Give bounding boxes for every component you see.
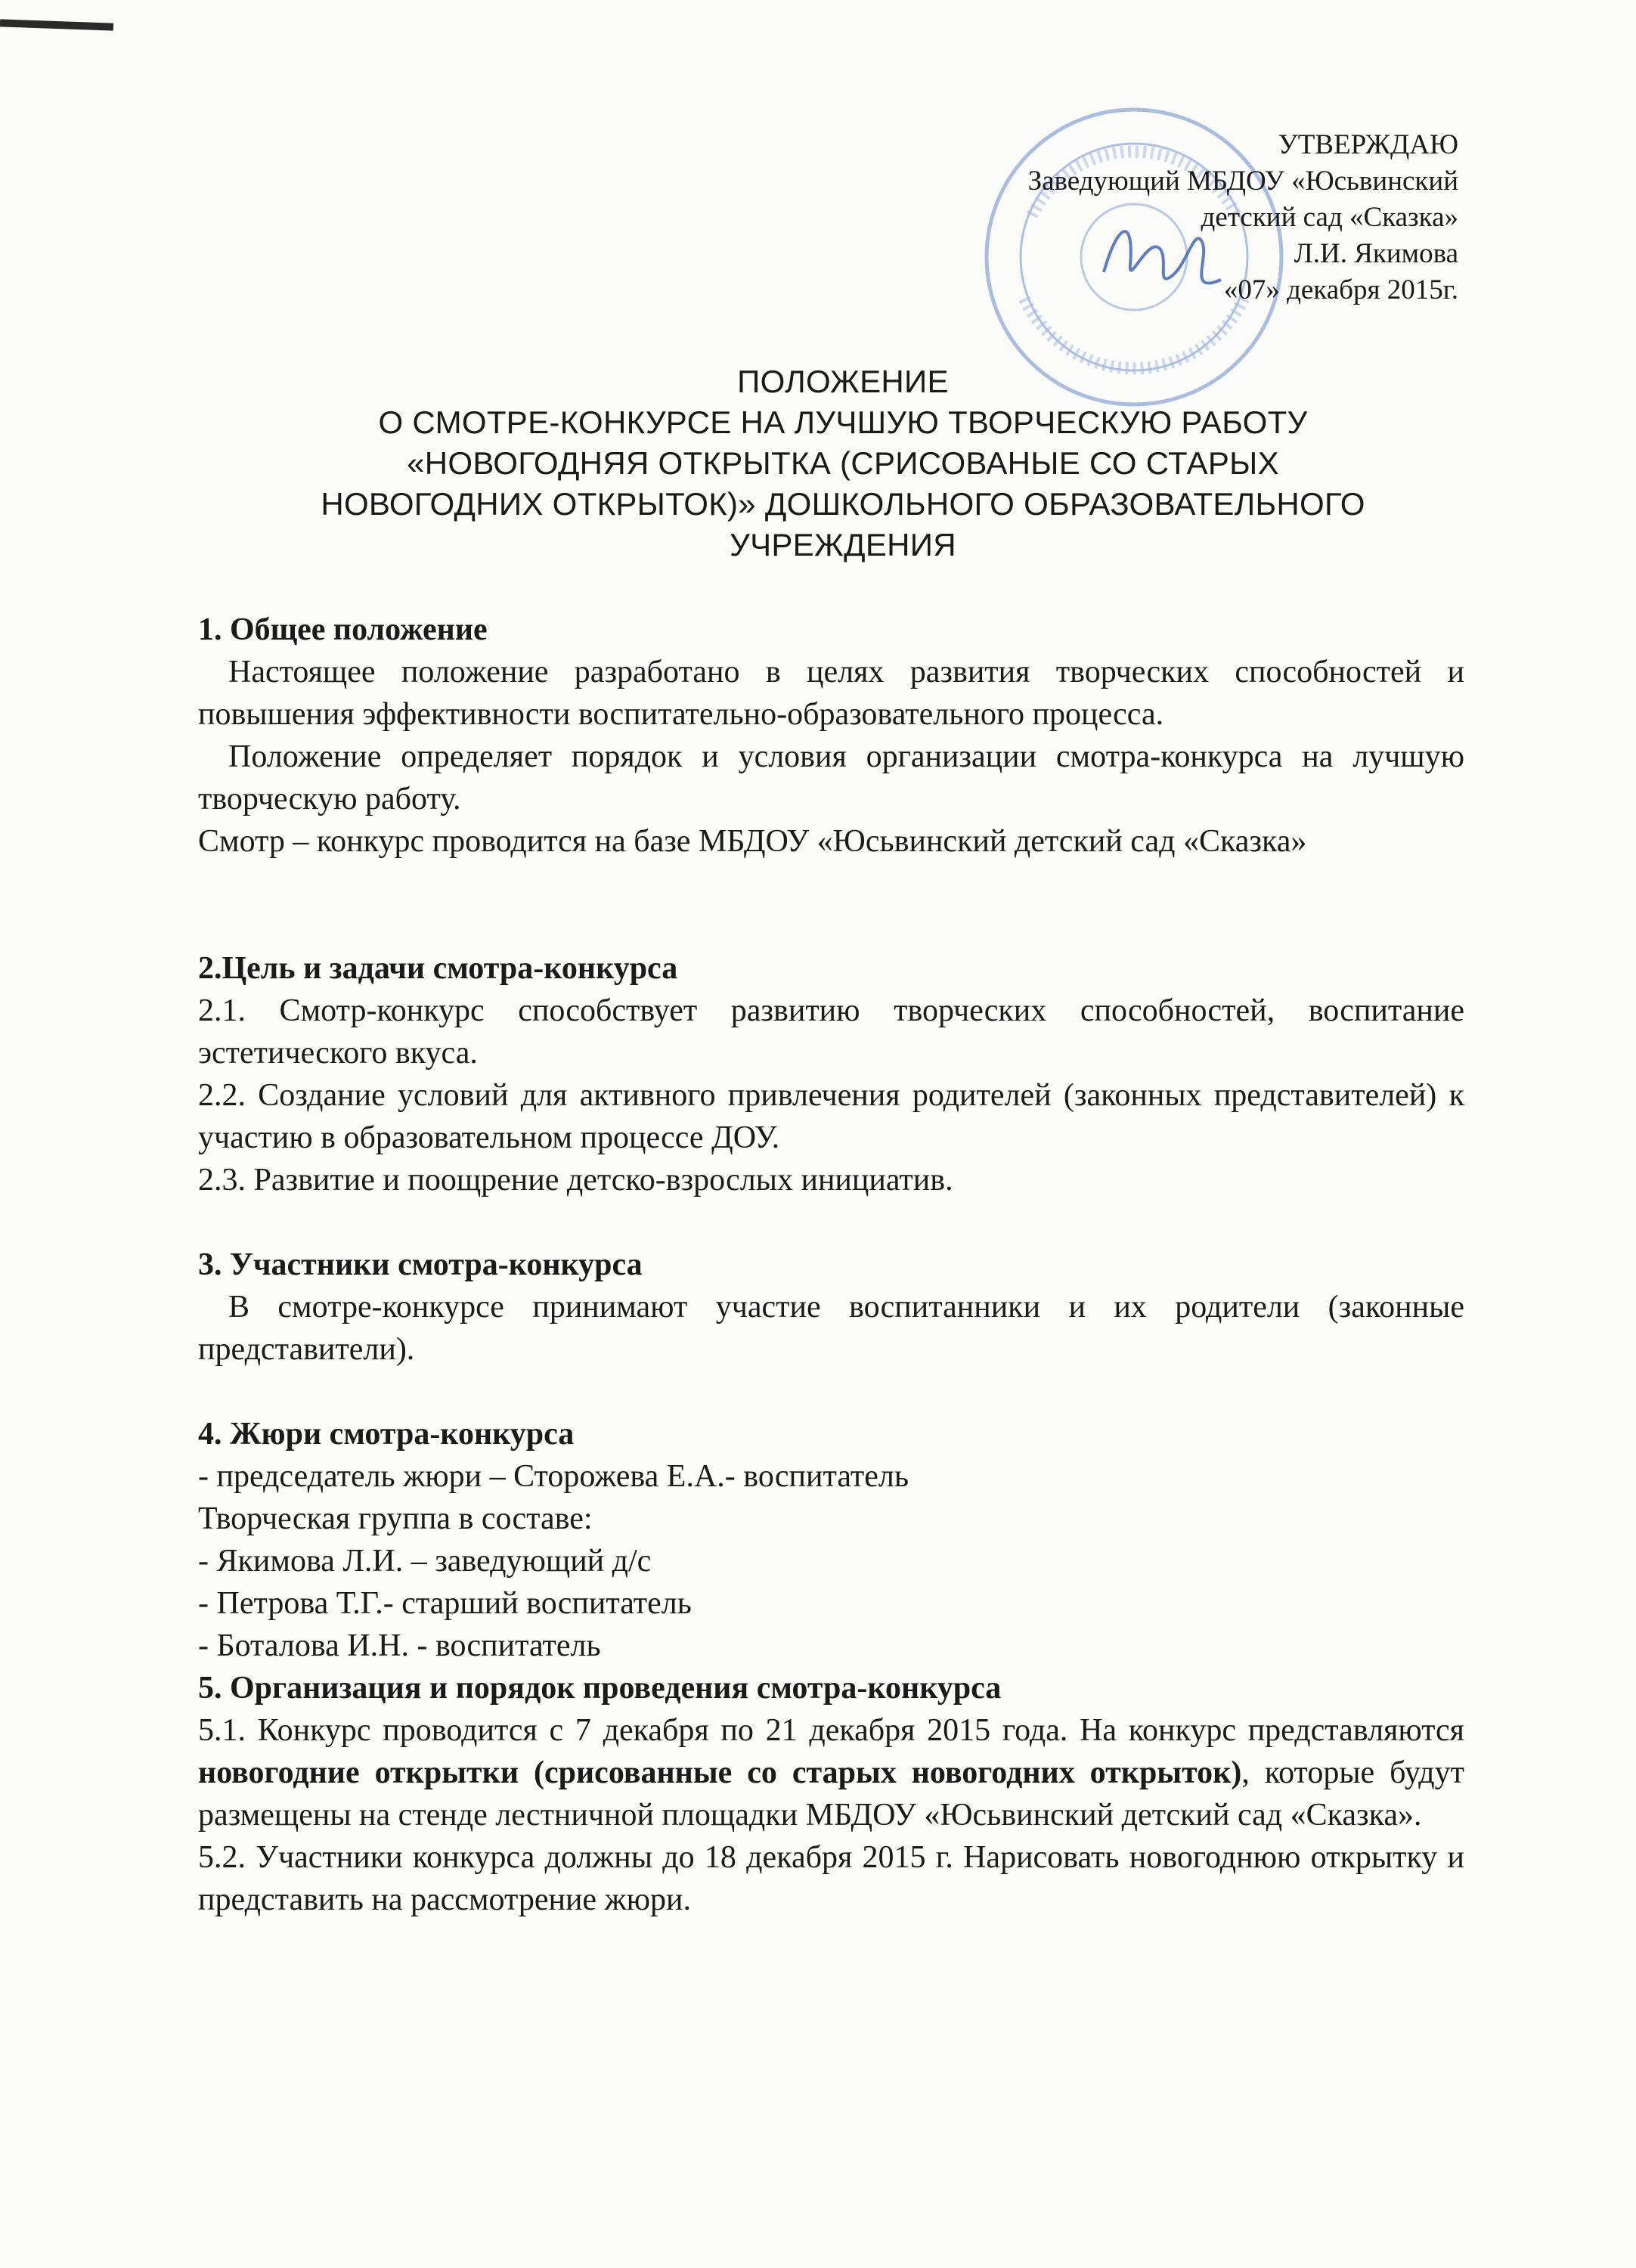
title-line: НОВОГОДНИХ ОТКРЫТОК)» ДОШКОЛЬНОГО ОБРАЗОВАТЕЛЬНОГО [321, 486, 1365, 522]
section-5-heading: 5. Организация и порядок проведения смотра-конкурса [198, 1671, 1002, 1706]
section-4-heading: 4. Жюри смотра-конкурса [198, 1417, 575, 1452]
section-5-item [198, 1709, 1464, 1836]
section-2-item: 2.2. Создание условий для активного привлечения родителей (законных представителей) к участию в образовательном процессе ДОУ. [198, 1078, 1464, 1155]
section-5-item-text: 5.1. Конкурс проводится с 7 декабря по 21 декабря 2015 года. На конкурс представляются [198, 1713, 1464, 1748]
jury-line: - председатель жюри – Сторожева Е.А.- воспитатель [198, 1459, 909, 1494]
section-2-item: 2.3. Развитие и поощрение детско-взрослых инициатив. [198, 1163, 953, 1198]
scan-artifact [0, 19, 113, 30]
approval-block [869, 127, 1458, 308]
section-1-paragraph: Смотр – конкурс проводится на базе МБДОУ «Юсьвинский детский сад «Сказка» [198, 824, 1307, 859]
document-body [198, 609, 1464, 1921]
jury-line: - Якимова Л.И. – заведующий д/с [198, 1544, 652, 1579]
approve-date: «07» декабря 2015г. [1223, 274, 1458, 305]
title-line: О СМОТРЕ-КОНКУРСЕ НА ЛУЧШУЮ ТВОРЧЕСКУЮ РАБОТУ [378, 404, 1308, 440]
approve-signer: Л.И. Якимова [1294, 238, 1458, 269]
section-1-heading: 1. Общее положение [198, 612, 488, 647]
section-2-heading: 2.Цель и задачи смотра-конкурса [198, 951, 678, 986]
section-3-heading: 3. Участники смотра-конкурса [198, 1247, 643, 1282]
section-1-paragraph: Положение определяет порядок и условия организации смотра-конкурса на лучшую творческую работу. [198, 739, 1464, 816]
section-3-paragraph: В смотре-конкурсе принимают участие воспитанники и их родители (законные представители). [198, 1290, 1464, 1367]
section-5-item-text: , которые будут размещены на стенде лестничной площадки МБДОУ «Юсьвинский детский сад «Сказка». [198, 1755, 1464, 1833]
approve-position: Заведующий МБДОУ «Юсьвинский [1027, 166, 1458, 197]
approve-organization: детский сад «Сказка» [1201, 202, 1458, 233]
section-2-item: 2.1. Смотр-конкурс способствует развитию творческих способностей, воспитание эстетического вкуса. [198, 993, 1464, 1070]
title-line: «НОВОГОДНЯЯ ОТКРЫТКА (СРИСОВАНЫЕ СО СТАРЫХ [407, 445, 1279, 481]
section-5-bold-text: новогодние открытки (срисованные со старых новогодних открыток) [198, 1755, 1242, 1790]
title-line: ПОЛОЖЕНИЕ [737, 364, 949, 399]
jury-line: Творческая группа в составе: [198, 1501, 593, 1536]
section-1-paragraph: Настоящее положение разработано в целях развития творческих способностей и повышения эффективности воспитательно-образовательного процесса. [198, 655, 1464, 732]
document-title [193, 361, 1493, 565]
jury-line: - Петрова Т.Г.- старший воспитатель [198, 1586, 692, 1621]
title-line: УЧРЕЖДЕНИЯ [730, 527, 956, 562]
section-5-item: 5.2. Участники конкурса должны до 18 декабря 2015 г. Нарисовать новогоднюю открытку и представить на рассмотрение жюри. [198, 1840, 1464, 1917]
jury-line: - Боталова И.Н. - воспитатель [198, 1628, 601, 1663]
approve-title: УТВЕРЖДАЮ [1278, 129, 1458, 160]
